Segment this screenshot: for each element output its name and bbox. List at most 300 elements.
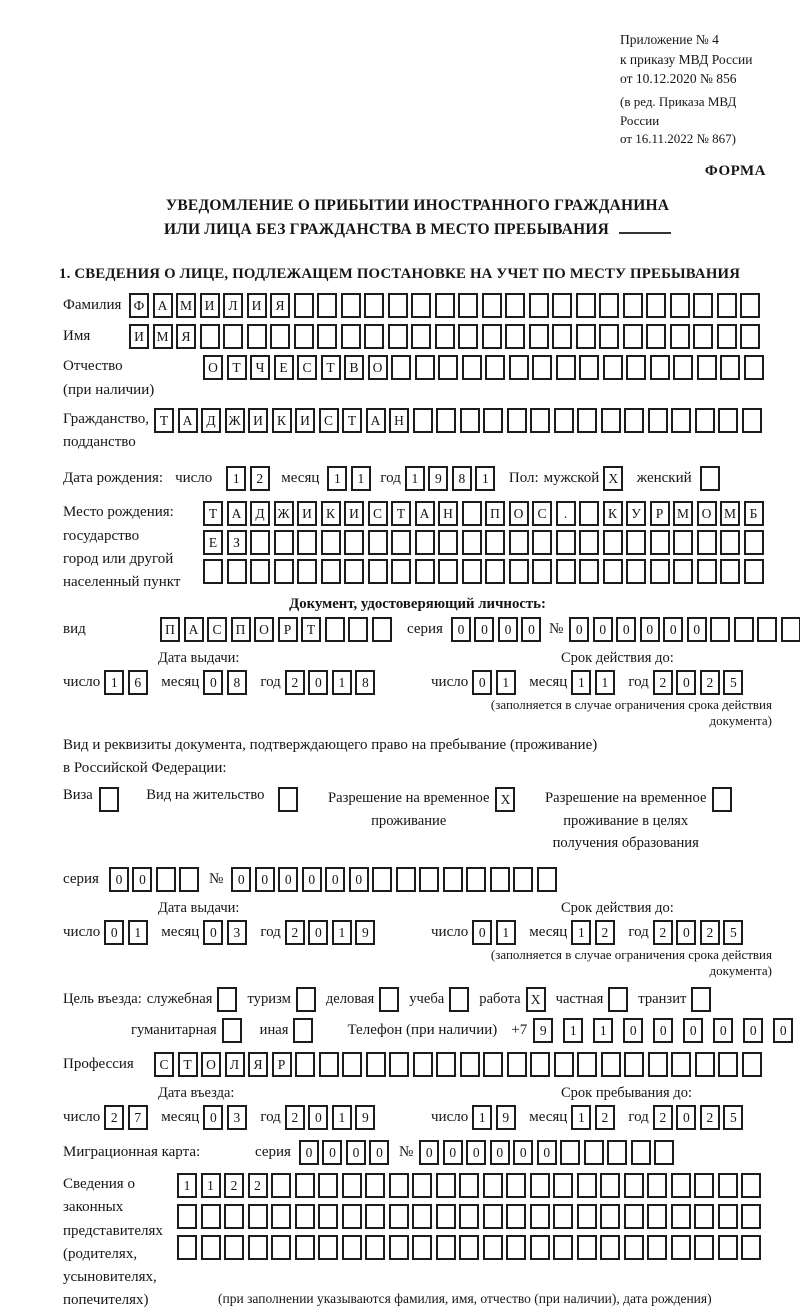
char-cell[interactable] (647, 1235, 667, 1260)
char-cell[interactable]: 0 (466, 1140, 486, 1165)
char-cell[interactable] (505, 324, 525, 349)
char-cell[interactable] (391, 559, 411, 584)
char-cell[interactable]: 2 (653, 1105, 673, 1130)
char-cell[interactable] (271, 1235, 291, 1260)
char-cell[interactable]: 0 (203, 920, 223, 945)
char-cell[interactable] (458, 324, 478, 349)
char-cell[interactable] (217, 987, 237, 1012)
char-cell[interactable]: 2 (248, 1173, 268, 1198)
char-cell[interactable]: П (231, 617, 251, 642)
char-cell[interactable] (600, 1173, 620, 1198)
char-cell[interactable] (710, 617, 730, 642)
char-cell[interactable] (318, 1173, 338, 1198)
char-cell[interactable]: 1 (128, 920, 148, 945)
char-cell[interactable]: 0 (132, 867, 152, 892)
char-cell[interactable] (757, 617, 777, 642)
char-cell[interactable]: Н (389, 408, 409, 433)
char-cell[interactable] (411, 324, 431, 349)
char-cell[interactable]: С (297, 355, 317, 380)
char-cell[interactable]: 1 (327, 466, 347, 491)
char-cell[interactable] (250, 559, 270, 584)
char-cell[interactable]: X (603, 466, 623, 491)
char-cell[interactable] (577, 408, 597, 433)
char-cell[interactable] (579, 530, 599, 555)
char-cell[interactable]: 0 (640, 617, 660, 642)
char-cell[interactable]: 1 (226, 466, 246, 491)
char-cell[interactable]: 1 (571, 920, 591, 945)
char-cell[interactable] (647, 1173, 667, 1198)
char-cell[interactable]: 0 (663, 617, 683, 642)
char-cell[interactable] (317, 293, 337, 318)
char-cell[interactable]: 0 (203, 1105, 223, 1130)
char-cell[interactable] (485, 559, 505, 584)
char-cell[interactable] (654, 1140, 674, 1165)
char-cell[interactable]: 1 (571, 670, 591, 695)
char-cell[interactable]: 1 (593, 1018, 613, 1043)
char-cell[interactable]: 0 (322, 1140, 342, 1165)
char-cell[interactable] (741, 1173, 761, 1198)
char-cell[interactable] (412, 1235, 432, 1260)
char-cell[interactable]: С (319, 408, 339, 433)
char-cell[interactable] (342, 1235, 362, 1260)
char-cell[interactable] (415, 355, 435, 380)
char-cell[interactable] (577, 1204, 597, 1229)
char-cell[interactable] (673, 530, 693, 555)
char-cell[interactable] (295, 1235, 315, 1260)
char-cell[interactable]: 0 (299, 1140, 319, 1165)
char-cell[interactable]: 0 (623, 1018, 643, 1043)
char-cell[interactable] (740, 324, 760, 349)
char-cell[interactable] (365, 1173, 385, 1198)
char-cell[interactable] (436, 1204, 456, 1229)
char-cell[interactable] (742, 1052, 762, 1077)
char-cell[interactable]: Е (274, 355, 294, 380)
char-cell[interactable]: И (295, 408, 315, 433)
char-cell[interactable] (443, 867, 463, 892)
char-cell[interactable] (438, 559, 458, 584)
char-cell[interactable] (227, 559, 247, 584)
char-cell[interactable] (482, 293, 502, 318)
char-cell[interactable] (462, 501, 482, 526)
char-cell[interactable]: 9 (496, 1105, 516, 1130)
char-cell[interactable] (532, 530, 552, 555)
char-cell[interactable] (436, 1235, 456, 1260)
char-cell[interactable]: О (509, 501, 529, 526)
char-cell[interactable] (270, 324, 290, 349)
char-cell[interactable]: А (415, 501, 435, 526)
char-cell[interactable]: 2 (285, 1105, 305, 1130)
char-cell[interactable]: А (227, 501, 247, 526)
char-cell[interactable] (599, 324, 619, 349)
char-cell[interactable] (529, 324, 549, 349)
char-cell[interactable] (694, 1235, 714, 1260)
char-cell[interactable]: 0 (419, 1140, 439, 1165)
char-cell[interactable]: С (368, 501, 388, 526)
char-cell[interactable]: 1 (595, 670, 615, 695)
char-cell[interactable] (624, 408, 644, 433)
char-cell[interactable] (368, 530, 388, 555)
char-cell[interactable] (670, 293, 690, 318)
char-cell[interactable] (365, 1204, 385, 1229)
char-cell[interactable] (506, 1204, 526, 1229)
char-cell[interactable] (293, 1018, 313, 1043)
char-cell[interactable]: И (248, 408, 268, 433)
char-cell[interactable] (388, 293, 408, 318)
char-cell[interactable] (718, 1204, 738, 1229)
char-cell[interactable]: 0 (521, 617, 541, 642)
char-cell[interactable] (717, 324, 737, 349)
char-cell[interactable]: 0 (369, 1140, 389, 1165)
char-cell[interactable]: 2 (285, 670, 305, 695)
char-cell[interactable] (462, 355, 482, 380)
char-cell[interactable]: Я (248, 1052, 268, 1077)
char-cell[interactable]: Л (225, 1052, 245, 1077)
char-cell[interactable] (697, 530, 717, 555)
char-cell[interactable]: 0 (513, 1140, 533, 1165)
char-cell[interactable]: Ч (250, 355, 270, 380)
char-cell[interactable]: 1 (332, 920, 352, 945)
char-cell[interactable] (372, 867, 392, 892)
char-cell[interactable] (576, 324, 596, 349)
char-cell[interactable]: 2 (104, 1105, 124, 1130)
char-cell[interactable] (650, 530, 670, 555)
char-cell[interactable] (553, 1204, 573, 1229)
char-cell[interactable]: 0 (537, 1140, 557, 1165)
char-cell[interactable] (459, 1173, 479, 1198)
char-cell[interactable]: 0 (255, 867, 275, 892)
char-cell[interactable] (623, 293, 643, 318)
char-cell[interactable] (530, 1173, 550, 1198)
char-cell[interactable] (179, 867, 199, 892)
char-cell[interactable]: 0 (743, 1018, 763, 1043)
char-cell[interactable] (694, 1173, 714, 1198)
char-cell[interactable] (436, 408, 456, 433)
char-cell[interactable]: 8 (452, 466, 472, 491)
char-cell[interactable]: 3 (227, 920, 247, 945)
char-cell[interactable]: Н (438, 501, 458, 526)
char-cell[interactable]: 1 (332, 670, 352, 695)
char-cell[interactable]: М (176, 293, 196, 318)
char-cell[interactable]: 0 (498, 617, 518, 642)
char-cell[interactable] (462, 530, 482, 555)
char-cell[interactable] (673, 355, 693, 380)
char-cell[interactable]: 0 (104, 920, 124, 945)
char-cell[interactable] (294, 293, 314, 318)
char-cell[interactable] (781, 617, 800, 642)
char-cell[interactable] (317, 324, 337, 349)
char-cell[interactable]: 1 (563, 1018, 583, 1043)
char-cell[interactable] (224, 1235, 244, 1260)
char-cell[interactable]: 7 (128, 1105, 148, 1130)
char-cell[interactable] (742, 408, 762, 433)
char-cell[interactable] (576, 293, 596, 318)
char-cell[interactable] (389, 1052, 409, 1077)
char-cell[interactable] (744, 355, 764, 380)
char-cell[interactable] (294, 324, 314, 349)
char-cell[interactable] (506, 1235, 526, 1260)
char-cell[interactable] (274, 530, 294, 555)
char-cell[interactable]: 2 (224, 1173, 244, 1198)
char-cell[interactable] (532, 559, 552, 584)
char-cell[interactable] (485, 530, 505, 555)
char-cell[interactable] (626, 559, 646, 584)
char-cell[interactable]: 0 (676, 670, 696, 695)
char-cell[interactable]: Т (391, 501, 411, 526)
char-cell[interactable] (671, 1052, 691, 1077)
char-cell[interactable] (507, 1052, 527, 1077)
char-cell[interactable] (650, 559, 670, 584)
char-cell[interactable]: 2 (285, 920, 305, 945)
char-cell[interactable] (671, 408, 691, 433)
char-cell[interactable]: 0 (308, 1105, 328, 1130)
char-cell[interactable] (415, 559, 435, 584)
char-cell[interactable] (530, 1052, 550, 1077)
char-cell[interactable]: 0 (109, 867, 129, 892)
char-cell[interactable] (342, 1052, 362, 1077)
char-cell[interactable]: Д (250, 501, 270, 526)
char-cell[interactable]: 0 (308, 920, 328, 945)
char-cell[interactable]: А (184, 617, 204, 642)
char-cell[interactable] (717, 293, 737, 318)
char-cell[interactable] (532, 355, 552, 380)
char-cell[interactable]: Т (154, 408, 174, 433)
char-cell[interactable] (321, 559, 341, 584)
char-cell[interactable]: С (532, 501, 552, 526)
char-cell[interactable] (671, 1204, 691, 1229)
char-cell[interactable]: 2 (700, 1105, 720, 1130)
char-cell[interactable] (671, 1235, 691, 1260)
char-cell[interactable] (296, 987, 316, 1012)
char-cell[interactable]: 1 (496, 670, 516, 695)
char-cell[interactable]: А (366, 408, 386, 433)
char-cell[interactable]: Ж (274, 501, 294, 526)
char-cell[interactable]: 1 (201, 1173, 221, 1198)
char-cell[interactable] (203, 559, 223, 584)
char-cell[interactable]: 1 (475, 466, 495, 491)
char-cell[interactable]: 0 (490, 1140, 510, 1165)
char-cell[interactable] (458, 293, 478, 318)
char-cell[interactable] (577, 1235, 597, 1260)
char-cell[interactable] (648, 408, 668, 433)
char-cell[interactable]: 2 (250, 466, 270, 491)
char-cell[interactable] (537, 867, 557, 892)
char-cell[interactable]: 0 (346, 1140, 366, 1165)
char-cell[interactable]: 0 (302, 867, 322, 892)
char-cell[interactable] (389, 1204, 409, 1229)
char-cell[interactable] (579, 559, 599, 584)
char-cell[interactable] (601, 1052, 621, 1077)
char-cell[interactable] (700, 466, 720, 491)
char-cell[interactable] (624, 1052, 644, 1077)
char-cell[interactable]: Д (201, 408, 221, 433)
char-cell[interactable] (462, 559, 482, 584)
char-cell[interactable] (513, 867, 533, 892)
char-cell[interactable]: X (526, 987, 546, 1012)
char-cell[interactable] (560, 1140, 580, 1165)
char-cell[interactable] (490, 867, 510, 892)
char-cell[interactable]: Р (278, 617, 298, 642)
char-cell[interactable] (483, 1052, 503, 1077)
char-cell[interactable] (413, 1052, 433, 1077)
char-cell[interactable]: Б (744, 501, 764, 526)
char-cell[interactable] (482, 324, 502, 349)
char-cell[interactable]: 2 (653, 920, 673, 945)
char-cell[interactable] (552, 293, 572, 318)
char-cell[interactable] (318, 1204, 338, 1229)
char-cell[interactable] (693, 293, 713, 318)
char-cell[interactable]: 0 (472, 670, 492, 695)
char-cell[interactable] (247, 324, 267, 349)
char-cell[interactable]: К (272, 408, 292, 433)
char-cell[interactable]: 0 (676, 1105, 696, 1130)
char-cell[interactable]: М (673, 501, 693, 526)
char-cell[interactable] (391, 530, 411, 555)
char-cell[interactable]: К (321, 501, 341, 526)
char-cell[interactable] (626, 355, 646, 380)
char-cell[interactable] (438, 355, 458, 380)
char-cell[interactable] (552, 324, 572, 349)
char-cell[interactable]: 5 (723, 1105, 743, 1130)
char-cell[interactable]: М (720, 501, 740, 526)
char-cell[interactable] (556, 530, 576, 555)
char-cell[interactable] (624, 1204, 644, 1229)
char-cell[interactable] (248, 1204, 268, 1229)
char-cell[interactable] (271, 1173, 291, 1198)
char-cell[interactable]: 2 (595, 920, 615, 945)
char-cell[interactable] (295, 1204, 315, 1229)
char-cell[interactable]: Я (176, 324, 196, 349)
char-cell[interactable]: . (556, 501, 576, 526)
char-cell[interactable]: 2 (700, 920, 720, 945)
char-cell[interactable] (509, 559, 529, 584)
char-cell[interactable]: 0 (474, 617, 494, 642)
char-cell[interactable] (319, 1052, 339, 1077)
char-cell[interactable] (647, 1204, 667, 1229)
char-cell[interactable] (741, 1235, 761, 1260)
char-cell[interactable]: И (297, 501, 317, 526)
char-cell[interactable]: О (201, 1052, 221, 1077)
char-cell[interactable] (740, 293, 760, 318)
char-cell[interactable] (466, 867, 486, 892)
char-cell[interactable] (650, 355, 670, 380)
char-cell[interactable] (697, 355, 717, 380)
char-cell[interactable]: Р (650, 501, 670, 526)
char-cell[interactable]: О (254, 617, 274, 642)
char-cell[interactable]: Т (301, 617, 321, 642)
char-cell[interactable] (99, 787, 119, 812)
char-cell[interactable] (718, 1235, 738, 1260)
char-cell[interactable] (553, 1235, 573, 1260)
char-cell[interactable] (530, 408, 550, 433)
char-cell[interactable] (556, 559, 576, 584)
char-cell[interactable]: 1 (496, 920, 516, 945)
char-cell[interactable]: Ж (225, 408, 245, 433)
char-cell[interactable] (344, 559, 364, 584)
char-cell[interactable]: И (200, 293, 220, 318)
char-cell[interactable] (389, 1173, 409, 1198)
char-cell[interactable] (449, 987, 469, 1012)
char-cell[interactable] (318, 1235, 338, 1260)
char-cell[interactable]: 0 (616, 617, 636, 642)
char-cell[interactable]: 0 (308, 670, 328, 695)
char-cell[interactable] (438, 530, 458, 555)
char-cell[interactable]: С (154, 1052, 174, 1077)
char-cell[interactable] (603, 530, 623, 555)
char-cell[interactable] (530, 1235, 550, 1260)
char-cell[interactable]: 0 (203, 670, 223, 695)
char-cell[interactable] (577, 1173, 597, 1198)
char-cell[interactable] (412, 1173, 432, 1198)
char-cell[interactable] (607, 1140, 627, 1165)
char-cell[interactable] (177, 1204, 197, 1229)
char-cell[interactable] (718, 408, 738, 433)
char-cell[interactable] (460, 408, 480, 433)
char-cell[interactable]: 0 (443, 1140, 463, 1165)
char-cell[interactable]: М (153, 324, 173, 349)
char-cell[interactable]: П (160, 617, 180, 642)
char-cell[interactable] (379, 987, 399, 1012)
char-cell[interactable] (554, 408, 574, 433)
char-cell[interactable]: 9 (533, 1018, 553, 1043)
char-cell[interactable]: 1 (472, 1105, 492, 1130)
char-cell[interactable] (718, 1052, 738, 1077)
char-cell[interactable]: 0 (773, 1018, 793, 1043)
char-cell[interactable] (485, 355, 505, 380)
char-cell[interactable]: Т (178, 1052, 198, 1077)
char-cell[interactable]: 8 (227, 670, 247, 695)
char-cell[interactable]: Я (270, 293, 290, 318)
char-cell[interactable]: 5 (723, 920, 743, 945)
char-cell[interactable] (250, 530, 270, 555)
char-cell[interactable] (483, 1204, 503, 1229)
char-cell[interactable] (648, 1052, 668, 1077)
char-cell[interactable]: А (153, 293, 173, 318)
char-cell[interactable]: 0 (653, 1018, 673, 1043)
char-cell[interactable] (278, 787, 298, 812)
char-cell[interactable] (295, 1173, 315, 1198)
char-cell[interactable]: 1 (177, 1173, 197, 1198)
char-cell[interactable] (506, 1173, 526, 1198)
char-cell[interactable] (248, 1235, 268, 1260)
char-cell[interactable] (720, 355, 740, 380)
char-cell[interactable] (646, 324, 666, 349)
char-cell[interactable]: П (485, 501, 505, 526)
char-cell[interactable] (556, 355, 576, 380)
char-cell[interactable] (297, 559, 317, 584)
char-cell[interactable] (366, 1052, 386, 1077)
char-cell[interactable] (646, 293, 666, 318)
char-cell[interactable] (396, 867, 416, 892)
char-cell[interactable]: 8 (355, 670, 375, 695)
char-cell[interactable] (413, 408, 433, 433)
char-cell[interactable]: Е (203, 530, 223, 555)
char-cell[interactable] (412, 1204, 432, 1229)
char-cell[interactable] (626, 530, 646, 555)
char-cell[interactable] (720, 530, 740, 555)
char-cell[interactable]: 0 (278, 867, 298, 892)
char-cell[interactable] (177, 1235, 197, 1260)
char-cell[interactable]: О (203, 355, 223, 380)
char-cell[interactable] (507, 408, 527, 433)
char-cell[interactable] (364, 324, 384, 349)
char-cell[interactable] (483, 1235, 503, 1260)
char-cell[interactable] (693, 324, 713, 349)
char-cell[interactable]: 0 (676, 920, 696, 945)
char-cell[interactable] (697, 559, 717, 584)
char-cell[interactable] (295, 1052, 315, 1077)
char-cell[interactable] (342, 1204, 362, 1229)
char-cell[interactable]: 2 (700, 670, 720, 695)
